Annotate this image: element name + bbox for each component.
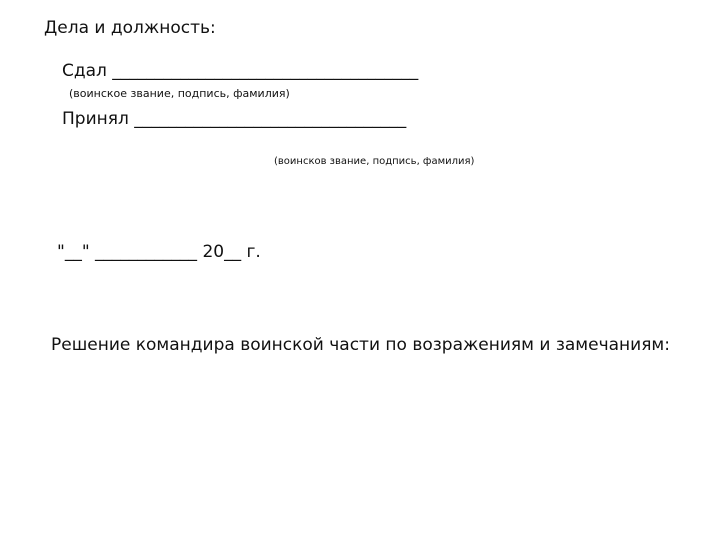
accepted-hint: (воинсков звание, подпись, фамилия)	[274, 156, 475, 167]
accepted-signature-line: Принял ________________________________	[62, 109, 407, 129]
handed-over-signature-line: Сдал ____________________________________	[62, 61, 419, 81]
commander-decision-heading: Решение командира воинской части по возражениям и замечаниям:	[51, 335, 670, 355]
handed-over-hint: (воинское звание, подпись, фамилия)	[69, 87, 290, 100]
section-heading: Дела и должность:	[44, 18, 216, 38]
date-line: "__" ____________ 20__ г.	[57, 242, 261, 262]
